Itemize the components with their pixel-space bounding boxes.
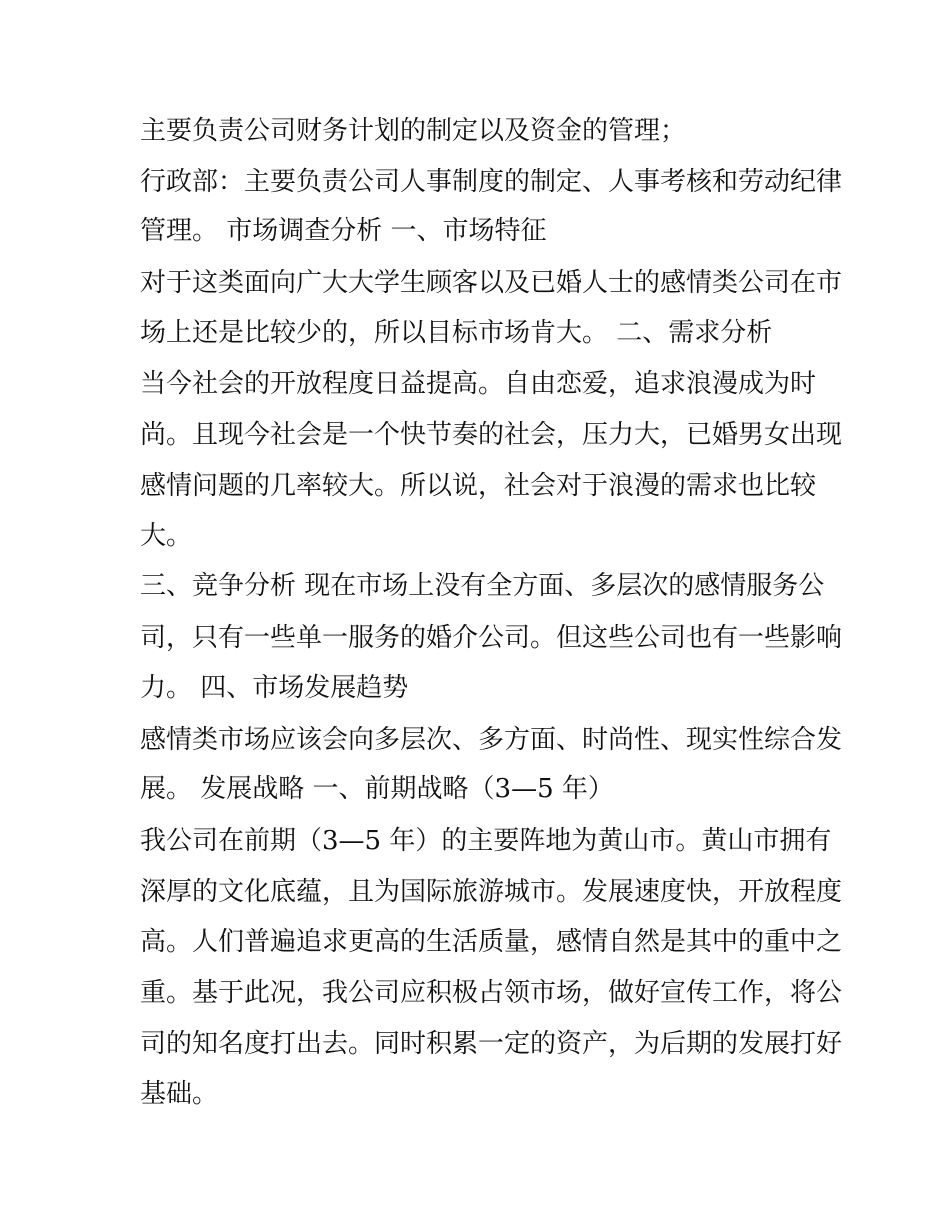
paragraph-line: 管理。 市场调查分析 一、市场特征	[140, 216, 547, 246]
paragraph-line: 重。基于此况，我公司应积极占领市场，做好宣传工作，将公	[140, 978, 843, 1008]
paragraph-line: 当今社会的开放程度日益提高。自由恋爱，追求浪漫成为时	[140, 369, 817, 399]
paragraph-line: 感情问题的几率较大。所以说，社会对于浪漫的需求也比较	[140, 471, 817, 501]
paragraph-line: 三、竞争分析 现在市场上没有全方面、多层次的感情服务公	[140, 571, 825, 601]
paragraph-line: 尚。且现今社会是一个快节奏的社会，压力大，已婚男女出现	[140, 420, 843, 450]
paragraph-line: 司，只有一些单一服务的婚介公司。但这些公司也有一些影响	[140, 623, 843, 653]
paragraph-line: 对于这类面向广大大学生顾客以及已婚人士的感情类公司在市	[140, 268, 843, 298]
paragraph-line: 感情类市场应该会向多层次、多方面、时尚性、现实性综合发	[140, 725, 843, 755]
paragraph-line: 主要负责公司财务计划的制定以及资金的管理；	[140, 116, 687, 146]
paragraph-line: 深厚的文化底蕴，且为国际旅游城市。发展速度快，开放程度	[140, 877, 843, 907]
paragraph-line: 力。 四、市场发展趋势	[140, 673, 409, 703]
paragraph-line: 基础。	[140, 1079, 219, 1109]
paragraph-line: 场上还是比较少的，所以目标市场肯大。 二、需求分析	[140, 318, 773, 348]
paragraph-line: 展。 发展战略 一、前期战略（3—5 年）	[140, 774, 614, 804]
paragraph-line: 大。	[140, 521, 193, 551]
paragraph-line: 司的知名度打出去。同时积累一定的资产，为后期的发展打好	[140, 1029, 843, 1059]
paragraph-line: 我公司在前期（3—5 年）的主要阵地为黄山市。黄山市拥有	[140, 826, 832, 856]
paragraph-line: 行政部：主要负责公司人事制度的制定、人事考核和劳动纪律	[140, 167, 843, 197]
paragraph-line: 高。人们普遍追求更高的生活质量，感情自然是其中的重中之	[140, 927, 843, 957]
